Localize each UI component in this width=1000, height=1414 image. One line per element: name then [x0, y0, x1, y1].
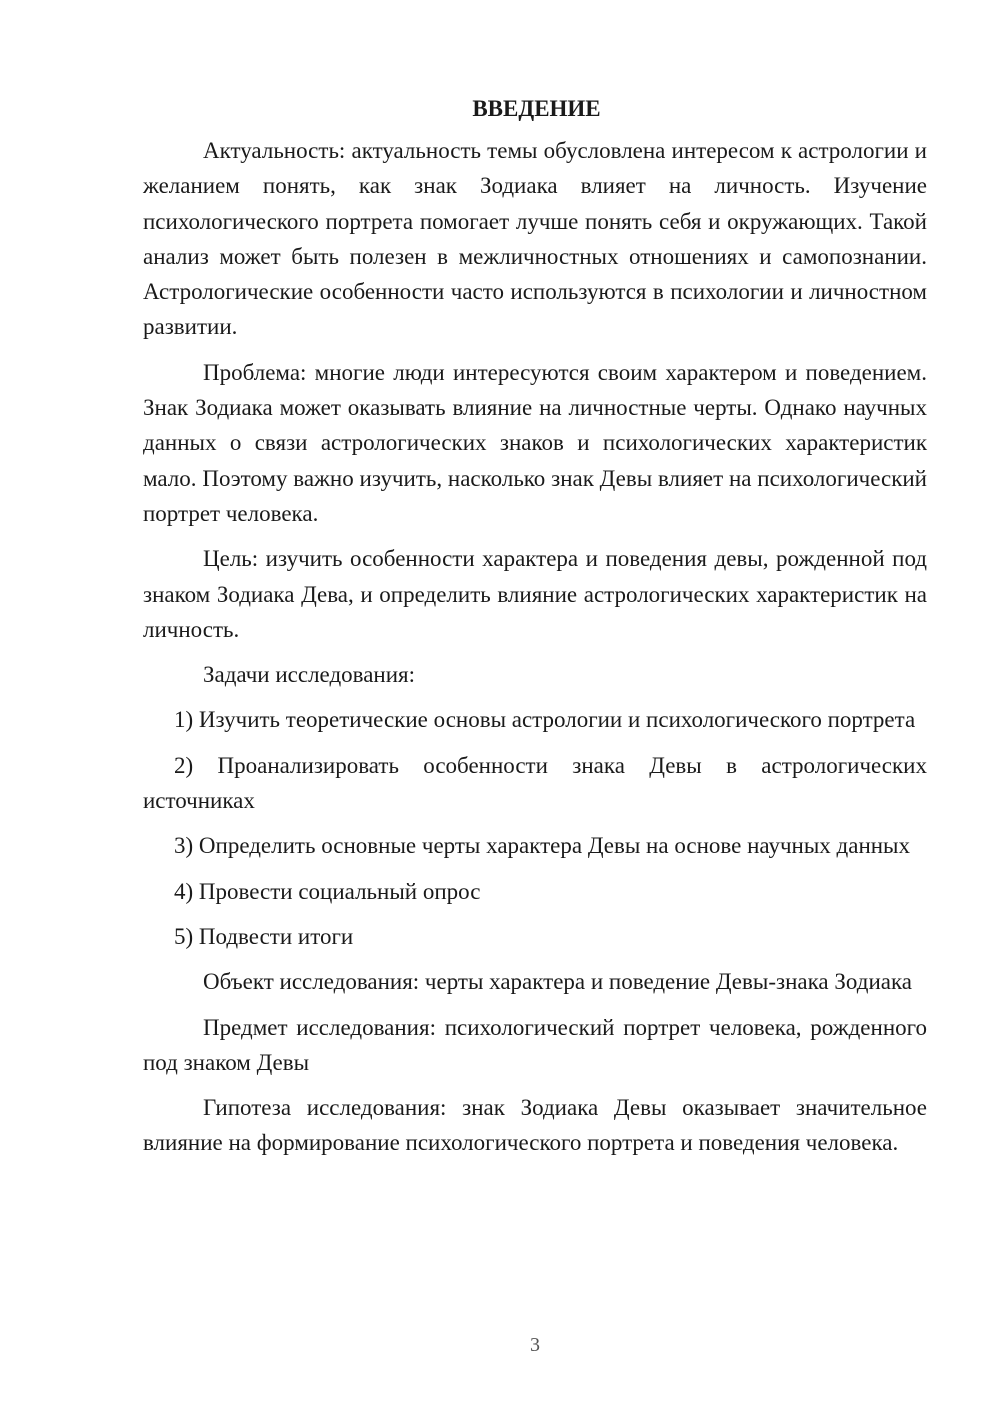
page-content — [143, 91, 927, 1171]
page-number: 3 — [530, 1334, 540, 1356]
page-title: ВВЕДЕНИЕ — [472, 96, 601, 121]
task-item-2: 2) Проанализировать особенности знака Девы в астрологических источниках — [143, 752, 927, 814]
task-item-1: 1) Изучить теоретические основы астрологии и психологического портрета — [174, 707, 916, 733]
task-item-5: 5) Подвести итоги — [174, 923, 354, 949]
task-item-4: 4) Провести социальный опрос — [174, 878, 481, 904]
problem-paragraph: Проблема: многие люди интересуются своим характером и поведением. Знак Зодиака может оказывать влияние на личностные черты. Однако научных данных о связи астрологических знаков и психологических характеристик мало. Поэтому важно изучить, насколько знак Девы влияет на психологический портрет человека. — [143, 359, 927, 526]
goal-paragraph: Цель: изучить особенности характера и поведения девы, рожденной под знаком Зодиака Дева, и определить влияние астрологических характеристик на личность. — [143, 546, 927, 642]
subject-paragraph: Предмет исследования: психологический портрет человека, рожденного под знаком Девы — [143, 1014, 927, 1075]
tasks-heading: Задачи исследования: — [203, 662, 416, 688]
hypothesis-paragraph: Гипотеза исследования: знак Зодиака Девы оказывает значительное влияние на формирование психологического портрета и поведения человека. — [143, 1095, 927, 1156]
object-paragraph: Объект исследования: черты характера и поведение Девы-знака Зодиака — [203, 969, 912, 995]
task-item-3: 3) Определить основные черты характера Девы на основе научных данных — [174, 833, 911, 859]
relevance-paragraph: Актуальность: актуальность темы обусловлена интересом к астрологии и желанием понять, как знак Зодиака влияет на личность. Изучение психологического портрета помогает лучше понять себя и окружающих. Такой анализ может быть полезен в межличностных отношениях и самопознании. Астрологические особенности часто используются в психологии и личностном развитии. — [143, 138, 927, 340]
